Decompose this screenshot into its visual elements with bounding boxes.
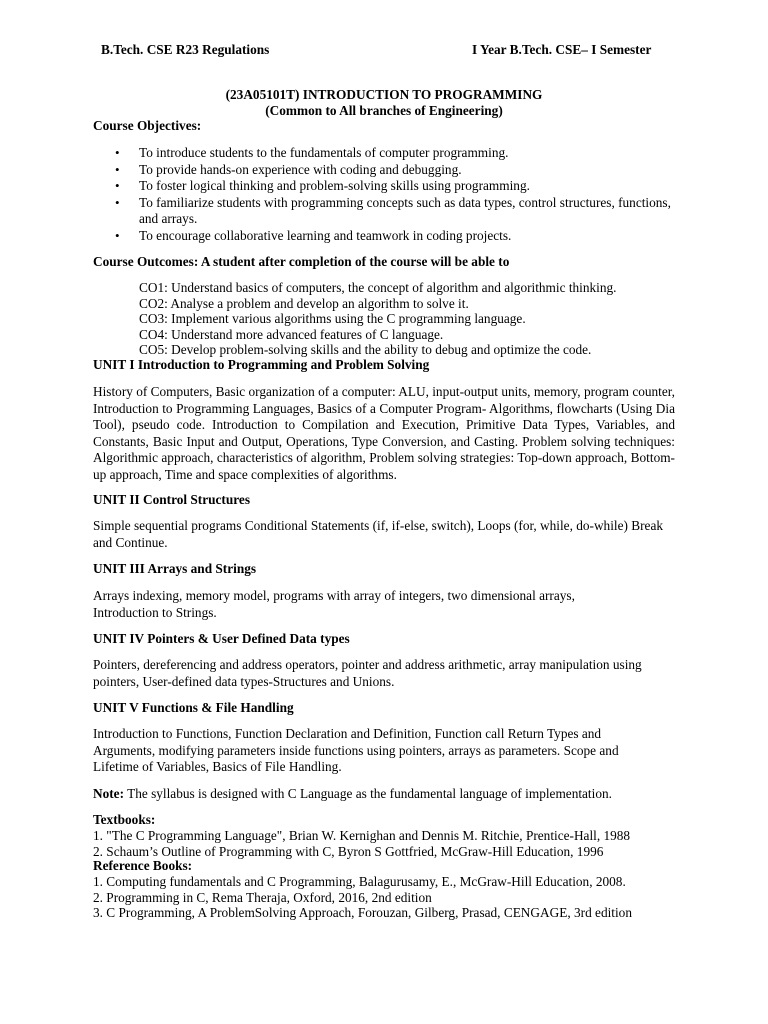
list-item: 3. C Programming, A ProblemSolving Approach, Forouzan, Gilberg, Prasad, CENGAGE, 3rd edition [93,905,632,920]
list-item: 2. Schaum’s Outline of Programming with C, Byron S Gottfried, McGraw-Hill Education, 1996 [93,843,604,859]
course-subtitle: (Common to All branches of Engineering) [265,103,503,118]
list-item: CO1: Understand basics of computers, the concept of algorithm and algorithmic thinking. [139,280,617,295]
list-item: • To provide hands-on experience with coding and debugging. [93,162,675,179]
list-item: 1. "The C Programming Language", Brian W. Kernighan and Dennis M. Ritchie, Prentice-Hall, 1988 [93,828,631,843]
course-title: (23A05101T) INTRODUCTION TO PROGRAMMING [225,87,543,102]
unit-5-body: Introduction to Functions, Function Declaration and Definition, Function call Return Types and Arguments, modifying parameters inside functions using pointers, arrays as parameters. Scope and Lifetime of Variables, Basics of File Handling. [93,726,619,774]
unit-1-heading: UNIT I Introduction to Programming and Problem Solving [93,357,430,372]
textbooks-list [93,828,630,859]
note [93,786,683,803]
header-semester: I Year B.Tech. CSE– I Semester [472,42,652,57]
unit-2-heading: UNIT II Control Structures [93,492,250,507]
outcomes-heading: Course Outcomes: A student after completion of the course will be able to [93,254,510,269]
unit-3-heading: UNIT III Arrays and Strings [93,561,257,576]
unit-3-body: Arrays indexing, memory model, programs with array of integers, two dimensional arrays, Introduction to Strings. [93,588,575,620]
list-item: 2. Programming in C, Rema Theraja, Oxford, 2016, 2nd edition [93,889,432,905]
list-item: • To familiarize students with programming concepts such as data types, control structures, functions, and arrays. [93,195,675,228]
unit-4-body: Pointers, dereferencing and address operators, pointer and address arithmetic, array manipulation using pointers, User-defined data types-Structures and Unions. [93,657,642,689]
note-label: Note: [93,786,125,801]
objectives-list [93,145,675,244]
unit-1-body: History of Computers, Basic organization of a computer: ALU, input-output units, memory, program counter, Introduction to Programming Languages, Basics of a Computer Program- Algorithms, flowcharts (Using Dia Tool), pseudo code. Introduction to Compilation and Execution, Primitive Data Types, Variables, and Constants, Basic Input and Output, Operations, Type Conversion, and Casting. Problem solving techniques: Algorithmic approach, characteristics of algorithm, Problem solving strategies: Top-down approach, Bottom-up approach, Time and space complexities of algorithms. [93,384,675,482]
unit-5-heading: UNIT V Functions & File Handling [93,700,294,715]
textbooks-heading: Textbooks: [93,812,156,827]
outcomes-list [139,280,616,358]
list-item: • To introduce students to the fundamentals of computer programming. [93,145,675,162]
list-item: CO3: Implement various algorithms using the C programming language. [139,311,526,326]
objectives-heading: Course Objectives: [93,118,202,133]
references-list [93,874,632,921]
references-heading: Reference Books: [93,858,193,873]
list-item: • To encourage collaborative learning and teamwork in coding projects. [93,228,675,245]
list-item: CO5: Develop problem-solving skills and the ability to debug and optimize the code. [139,342,592,357]
note-text: The syllabus is designed with C Language as the fundamental language of implementation. [124,786,612,801]
list-item: • To foster logical thinking and problem-solving skills using programming. [93,178,675,195]
unit-2-body: Simple sequential programs Conditional Statements (if, if-else, switch), Loops (for, while, do-while) Break and Continue. [93,518,663,550]
unit-4-heading: UNIT IV Pointers & User Defined Data types [93,631,350,646]
list-item: CO4: Understand more advanced features of C language. [139,326,444,342]
list-item: CO2: Analyse a problem and develop an algorithm to solve it. [139,295,469,311]
header-regulations: B.Tech. CSE R23 Regulations [101,42,270,57]
list-item: 1. Computing fundamentals and C Programming, Balagurusamy, E., McGraw-Hill Education, 2008. [93,874,626,889]
